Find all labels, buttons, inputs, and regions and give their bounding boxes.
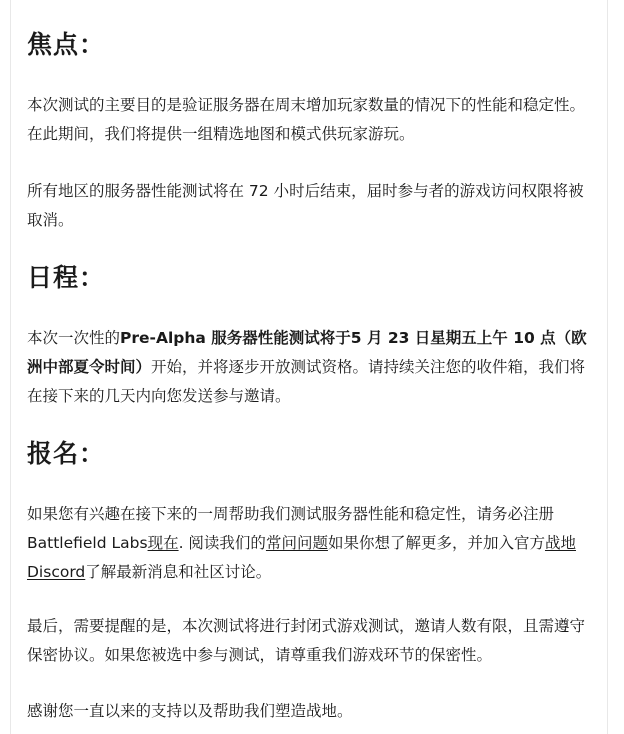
signup-text-d: 了解最新消息和社区讨论。 [85, 563, 272, 581]
schedule-text-prefix: 本次一次性的 [27, 329, 121, 347]
signup-paragraph-2: 最后，需要提醒的是，本次测试将进行封闭式游戏测试，邀请人数有限，且需遵守保密协议。如果您被选中参与测试，请尊重我们游戏环节的保密性。 [27, 617, 586, 664]
signup-paragraph-1 [27, 500, 593, 587]
section-heading-focus: 焦点： [27, 30, 106, 59]
signup-paragraph-3: 感谢您一直以来的支持以及帮助我们塑造战地。 [27, 702, 353, 720]
discord-link[interactable]: 战地 Discord [27, 534, 576, 581]
signup-text-c: 如果你想了解更多，并加入官方 [327, 534, 545, 552]
faq-link[interactable]: 常问问题 [265, 534, 328, 552]
section-heading-signup: 报名： [27, 439, 106, 468]
signup-text-b: . 阅读我们的 [178, 534, 266, 552]
schedule-paragraph [27, 324, 593, 411]
section-heading-schedule: 日程： [27, 263, 106, 292]
focus-paragraph-2: 所有地区的服务器性能测试将在 72 小时后结束，届时参与者的游戏访问权限将被取消。 [27, 182, 584, 229]
schedule-date-bold: Pre-Alpha 服务器性能测试将于5 月 23 日星期五上午 10 点（欧洲中部夏令时间） [27, 329, 587, 376]
schedule-text-suffix: 开始，并将逐步开放测试资格。请持续关注您的收件箱，我们将在接下来的几天内向您发送参与邀请。 [27, 358, 586, 405]
signup-now-link[interactable]: 现在 [147, 534, 179, 552]
focus-paragraph-1: 本次测试的主要目的是验证服务器在周末增加玩家数量的情况下的性能和稳定性。在此期间，我们将提供一组精选地图和模式供玩家游玩。 [27, 96, 586, 143]
signup-text-a: 如果您有兴趣在接下来的一周帮助我们测试服务器性能和稳定性，请务必注册 Battlefield Labs [27, 505, 555, 552]
